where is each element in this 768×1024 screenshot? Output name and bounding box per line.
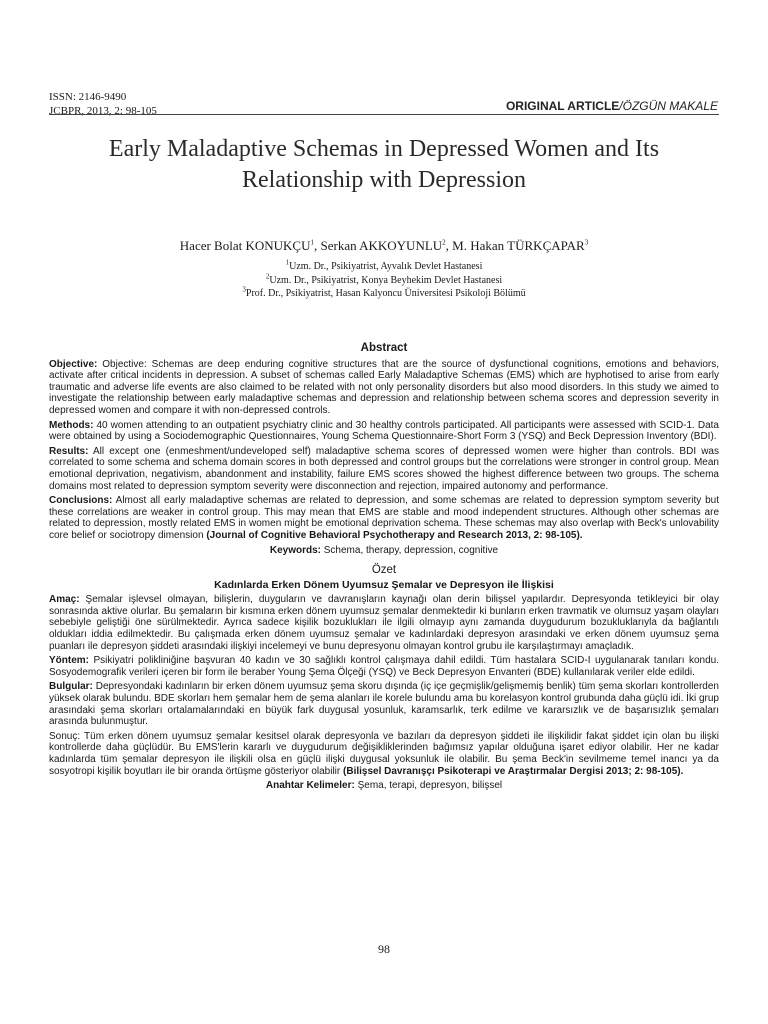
anahtar-kelimeler (49, 780, 719, 792)
article-type-tr: ÖZGÜN MAKALE (622, 99, 718, 113)
page-number: 98 (378, 942, 390, 956)
bulgular-text: Depresyondaki kadınların bir erken dönem uyumsuz şema skoru dışında (iç içe geçmişlik/gelişmemiş benlik) tüm şema skorları kontrollerden yüksek olarak bulundu. BDE skorları hem şemalar hem de şema alanları ile korele bulundu ama bu korelasyon kontrol grubunda daha güçlü idi. İki grup arasındaki şema skorları ortalamalarındaki en büyük fark duygusal yosunluk, karamsarlık, terk edilme ve kararsızlık ve de başarısızlık şemaları arasında bulunmuştur. (49, 681, 719, 728)
yontem-text: Psikiyatri polikliniğine başvuran 40 kadın ve 30 sağlıklı kontrol çalışmaya dahil edildi. Tüm hastalara SCID-I uygulanarak tanıları kondu. Sosyodemografik verileri içeren bir form ile beraber Young Şema Ölçeği (YSQ) ve Beck Depresyon Envanteri (BDE) kullanılarak veriler elde edildi. (49, 655, 719, 678)
anahtar-text: Şema, terapi, depresyon, bilişsel (354, 780, 503, 792)
affiliation-text: Prof. Dr., Psikiyatrist, Hasan Kalyoncu Üniversitesi Psikoloji Bölümü (245, 288, 526, 299)
objective-label: Objective: (49, 358, 98, 370)
anahtar-label: Anahtar Kelimeler: (265, 780, 355, 792)
affiliation-sup: 1 (285, 258, 290, 267)
sonuc-text: Sonuç: Tüm erken dönem uyumsuz şemalar kesitsel olarak depresyonla ve bazıları da depresyon şiddeti ile ilişkilidir fakat şiddet için olan bu ilişki kontrollerde daha güçlüdür. Bu EMS'lerin kararlı ve duygudurum değişikliklerinden bağımsız yapılar olduğuna işaret ediyor olabilir. Her ne kadar kadınlarda tüm şemalar depresyon ile ilişkili olsa en güçlü ilişki duygusal yoksunluk ile olabilir. Bu şema Beck'in sevilmeme temel inancı ya da sosyotropi kişilik boyutları ile bir oranda örtüşme gösteriyor olabilir (49, 730, 719, 777)
ozet-amac (49, 594, 719, 652)
article-type-sep: / (619, 99, 623, 113)
conclusions-label: Conclusions: (49, 495, 113, 507)
keywords-text: Schema, therapy, depression, cognitive (320, 544, 499, 556)
issn: ISSN: 2146-9490 (49, 91, 127, 103)
ozet-yontem (49, 655, 719, 678)
affiliation-sup: 2 (265, 272, 270, 281)
author-name: Hacer Bolat KONUKÇU (179, 238, 311, 253)
results-label: Results: (49, 445, 89, 457)
keywords-label: Keywords: (269, 544, 321, 556)
objective-text: Objective: Schemas are deep enduring cognitive structures that are the source of dysfunctional cognitions, emotions and behaviors, activate after critical incidents in depression. A subset of schemas called Early Maladaptive Schemas (EMS) which are hyphotised to arise from early traumatic and adverse life events are also claimed to be related with not only personality disorders but also mood disorders. In this study we aimed to investigate the relationship between early maladaptive schemas and depression and relationship between schema scores and depression severity in depressed women and compare it with non-depressed controls. (49, 358, 719, 416)
amac-text: Şemalar işlevsel olmayan, bilişlerin, duyguların ve davranışların kaynağı olan derin bilişsel yapılardır. Depresyonda tetikleyici bir olay sonrasında aktive olurlar. Bu şemaların bir kısmına erken dönem uyumsuz şemalar denmektedir ki bunların erken travmatik ve olumsuz yaşam olayları sebebiyle geliştiği öne sürülmektedir. Ayrıca sadece kişilik bozuklukları ile ilgili olmayıp aynı zamanda duygudurum bozukluklarıyla da bağlantılı oldukları iddia edilmektedir. Bu çalışmada erken dönem uyumsuz şemalar ve kadınlardaki depresyon arasındaki ve erken dönem uyumsuz şema puanları ile depresyon şiddeti arasındaki ilişkiyi incelemeyi ve bunu depresyonu olmayan kontrol grubu ile karşılaştırmayı amaçladık. (49, 594, 719, 652)
author-sup: 3 (584, 238, 589, 247)
affiliation (49, 274, 719, 288)
author-name: Serkan AKKOYUNLU (320, 238, 443, 253)
affiliation-text: Uzm. Dr., Psikiyatrist, Konya Beyhekim Devlet Hastanesi (269, 274, 503, 286)
abstract-heading: Abstract (360, 342, 408, 354)
methods-label: Methods: (49, 419, 94, 431)
ozet-bulgular (49, 681, 719, 727)
affiliation-sup: 3 (242, 285, 246, 294)
abstract-results (49, 446, 719, 492)
abstract-methods (49, 420, 719, 443)
yontem-label: Yöntem: (49, 655, 89, 667)
paper-title (49, 134, 719, 196)
main-content (49, 343, 719, 792)
keywords (49, 545, 719, 557)
title-line-1: Early Maladaptive Schemas in Depressed Women and Its (108, 136, 660, 162)
ozet-subtitle: Kadınlarda Erken Dönem Uyumsuz Şemalar ve Depresyon ile İlişkisi (214, 578, 554, 591)
conclusions-text: Almost all early maladaptive schemas are related to depression, and some schemas are related to depression symptom severity but these correlations are weaker in control group. This may mean that EMS are stable and mood independent structures. Although other schemas are related to depression, mostly related EMS in women might be emotional deprivation schema. These schemas may also overlap with Beck's unlovability core belief or sociotropy dimension (49, 495, 719, 541)
affiliation-list (49, 260, 719, 301)
methods-text: 40 women attending to an outpatient psychiatry clinic and 30 healthy controls participated. All participants were assessed with SCID-1. Data were obtained by using a Sociodemographic Questionnaires, Young Schema Questionnaire-Short Form 3 (YSQ) and Beck Depression Inventory (BDI). (49, 419, 719, 443)
abstract-conclusions (49, 495, 719, 541)
title-line-2: Relationship with Depression (242, 167, 526, 193)
sonuc-citation: (Bilişsel Davranışçı Psikoterapi ve Araştırmalar Dergisi 2013; 2: 98-105). (343, 765, 684, 777)
affiliation-text: Uzm. Dr., Psikiyatrist, Ayvalık Devlet Hastanesi (289, 261, 483, 272)
conclusions-citation: (Journal of Cognitive Behavioral Psychotherapy and Research 2013, 2: 98-105). (206, 529, 583, 541)
header-rule (49, 114, 719, 115)
bulgular-label: Bulgular: (49, 681, 93, 693)
results-text: All except one (enmeshment/undeveloped self) maladaptive schema scores of depressed women were higher than controls. BDI was correlated to some schema and schema domain scores in both depressed and control groups but the correlations were stronger in control group. Mean emotional deprivation, negativism, abandonment and instability, failure EMS scores showed the highest difference between two groups. The schema domains most related to depression symptom severity were disconnection and rejection, impaired autonomy and performance. (49, 445, 719, 492)
ozet-heading: Özet (371, 564, 397, 577)
ozet-sonuc (49, 731, 719, 777)
author-sup: 1 (310, 238, 314, 247)
article-type-en: ORIGINAL ARTICLE (505, 99, 620, 113)
affiliation (49, 287, 719, 301)
amac-label: Amaç: (49, 594, 80, 606)
article-type (506, 99, 718, 113)
affiliation (49, 260, 719, 274)
abstract-objective (49, 359, 719, 417)
citation: JCBPR, 2013, 2: 98-105 (49, 105, 157, 117)
author-name: M. Hakan TÜRKÇAPAR (452, 238, 585, 253)
author-list: Hacer Bolat KONUKÇU$^1$, Serkan AKKOYUNLU$^2$, M. Hakan TÜRKÇAPAR$^3$ (179, 238, 589, 253)
author-sup: 2 (442, 238, 446, 247)
